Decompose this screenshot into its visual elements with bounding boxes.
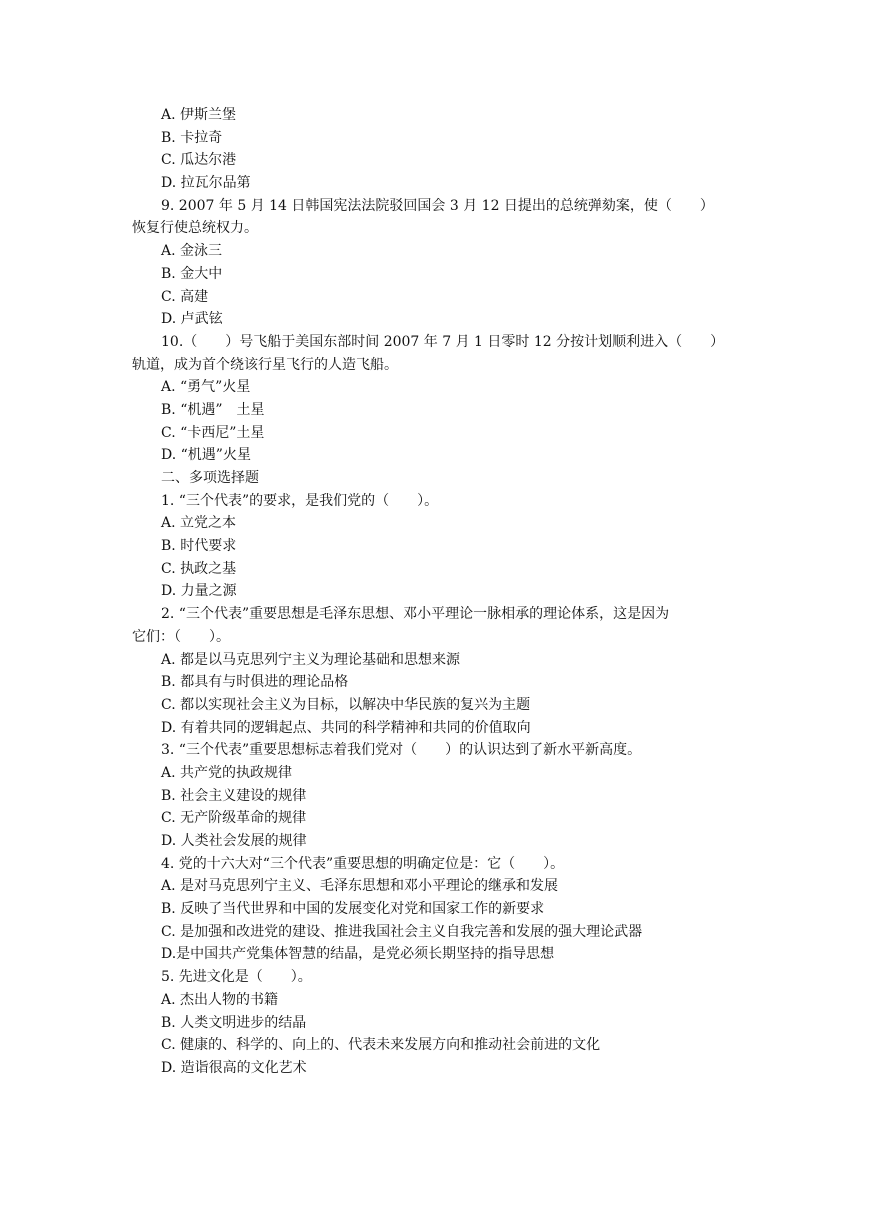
text-line: D. “机遇”火星 [161,447,251,464]
text-line: 它们：（ ）。 [132,628,230,645]
text-line: D.是中国共产党集体智慧的结晶，是党必须长期坚持的指导思想 [161,946,555,963]
text-line: 5. 先进文化是（ ）。 [161,969,312,986]
text-line: A. 是对马克思列宁主义、毛泽东思想和邓小平理论的继承和发展 [161,878,559,895]
text-line: 1. “三个代表”的要求，是我们党的（ ）。 [161,492,439,509]
text-line: B. 都具有与时俱进的理论品格 [161,674,349,691]
text-line: 4. 党的十六大对“三个代表”重要思想的明确定位是：它（ ）。 [161,855,565,872]
text-line: B. “机遇” 土星 [161,401,265,418]
text-line: B. 人类文明进步的结晶 [161,1014,307,1031]
text-line: C. 都以实现社会主义为目标，以解决中华民族的复兴为主题 [161,696,531,713]
text-line: B. 社会主义建设的规律 [161,787,307,804]
document-body [132,104,740,1080]
text-line: A. “勇气”火星 [161,379,251,396]
text-line: 轨道，成为首个绕该行星飞行的人造飞船。 [132,356,398,373]
text-line: D. 人类社会发展的规律 [161,833,307,849]
text-line: D. 拉瓦尔品第 [161,175,251,192]
text-line: C. 健康的、科学的、向上的、代表未来发展方向和推动社会前进的文化 [161,1037,601,1054]
text-line: A. 都是以马克思列宁主义为理论基础和思想来源 [161,651,461,668]
text-line: D. 有着共同的逻辑起点、共同的科学精神和共同的价值取向 [161,719,531,736]
text-line: B. 时代要求 [161,538,237,555]
text-line: A. 金泳三 [161,243,223,260]
text-line: D. 卢武铉 [161,311,223,328]
text-line: B. 卡拉奇 [161,129,223,146]
text-line: 3. “三个代表”重要思想标志着我们党对（ ）的认识达到了新水平新高度。 [161,742,642,759]
text-line: C. “卡西尼”土星 [161,424,265,441]
text-line: 10.（ ）号飞船于美国东部时间 2007 年 7 月 1 日零时 12 分按计划顺利进入（ ） [161,333,725,350]
text-line: A. 杰出人物的书籍 [161,991,279,1008]
text-line: C. 瓜达尔港 [161,152,237,169]
text-line: C. 是加强和改进党的建设、推进我国社会主义自我完善和发展的强大理论武器 [161,923,643,940]
text-line: 9. 2007 年 5 月 14 日韩国宪法法院驳回国会 3 月 12 日提出的总统弹劾案，使（ ） [161,197,714,214]
text-line: C. 执政之基 [161,560,237,577]
text-line: A. 共产党的执政规律 [161,764,293,781]
text-line: B. 金大中 [161,265,223,282]
text-line: D. 力量之源 [161,583,237,600]
text-line: D. 造诣很高的文化艺术 [161,1059,307,1076]
text-line: 二、多项选择题 [161,470,259,486]
text-line: C. 高建 [161,288,209,305]
text-line: 2. “三个代表”重要思想是毛泽东思想、邓小平理论一脉相承的理论体系，这是因为 [161,606,670,623]
text-line: 恢复行使总统权力。 [132,220,258,237]
text-line: A. 伊斯兰堡 [161,107,237,123]
text-line: B. 反映了当代世界和中国的发展变化对党和国家工作的新要求 [161,901,545,918]
text-line: A. 立党之本 [161,515,237,532]
text-line: C. 无产阶级革命的规律 [161,810,307,827]
